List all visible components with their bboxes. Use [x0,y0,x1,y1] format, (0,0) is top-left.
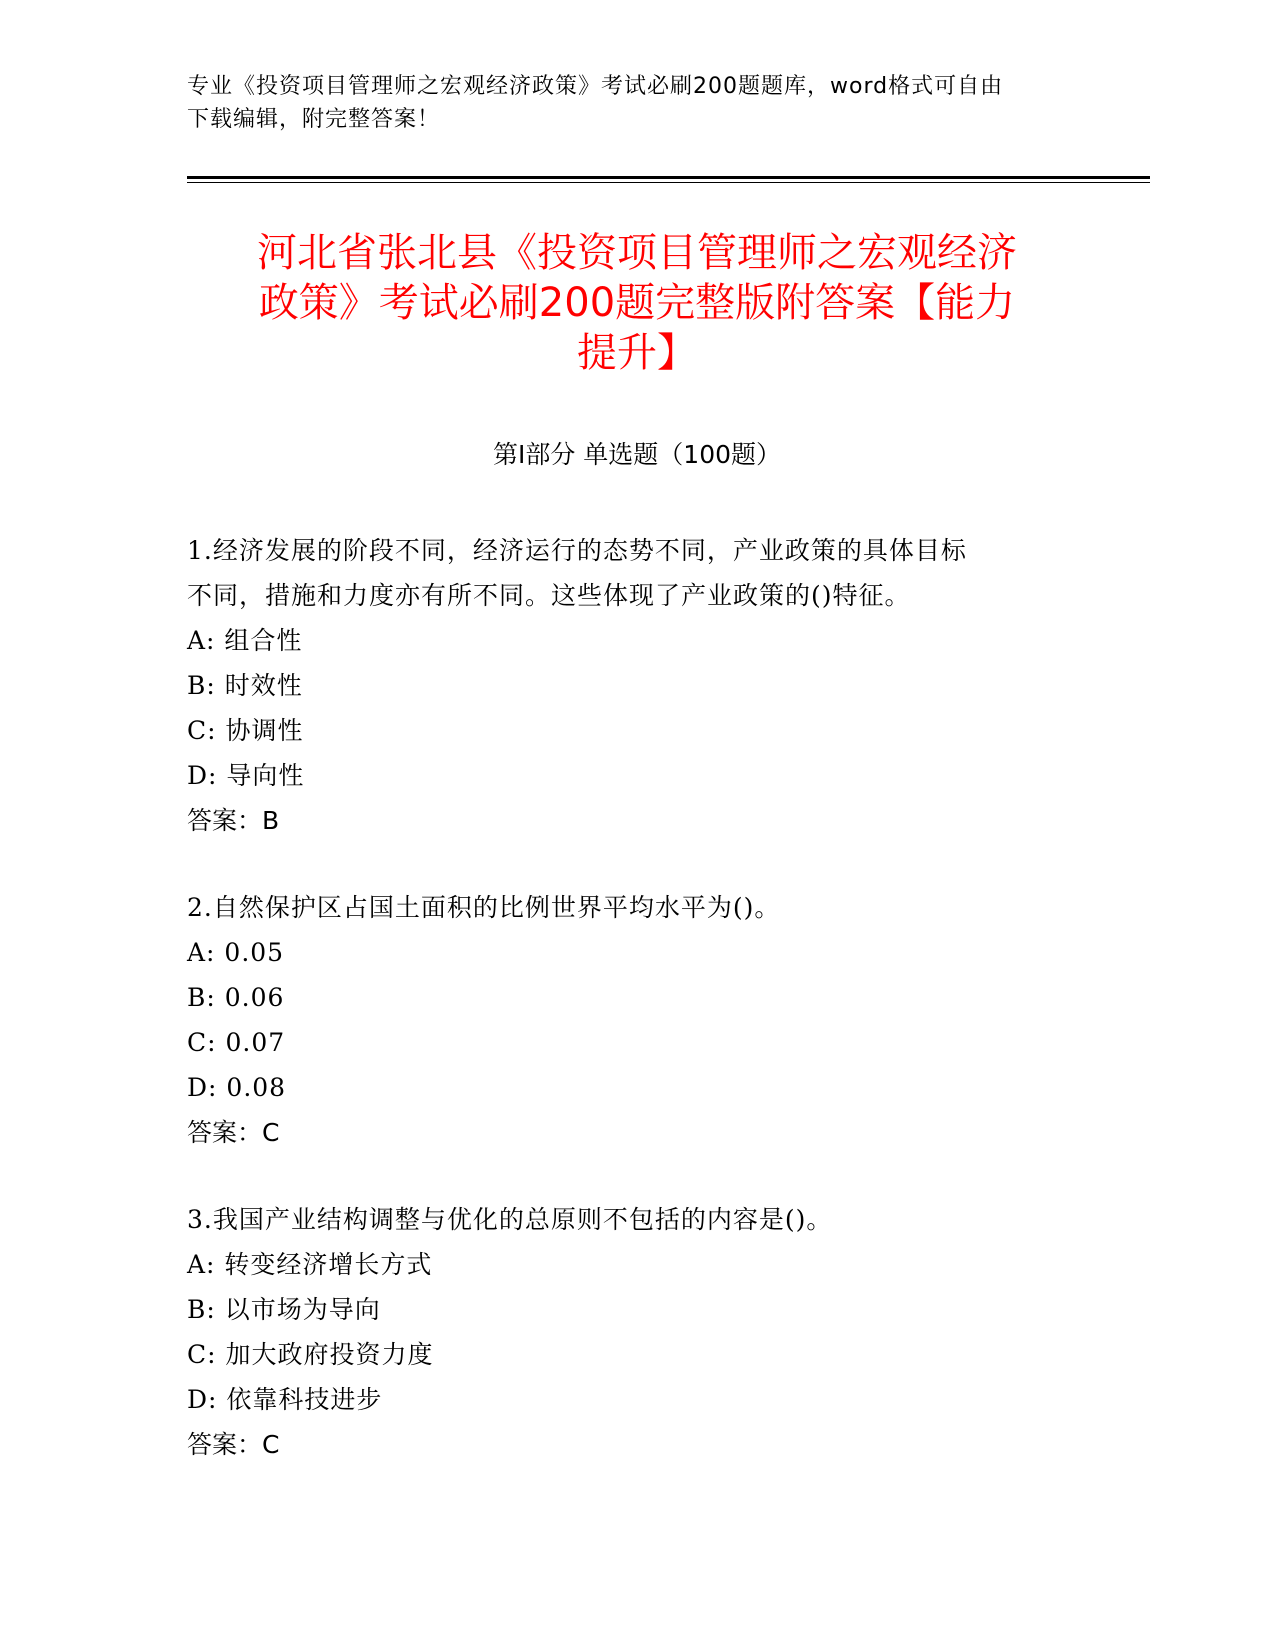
question-1-option-d: D: 导向性 [187,761,305,790]
question-1-text-line-1: 1.经济发展的阶段不同，经济运行的态势不同，产业政策的具体目标 [187,536,967,565]
question-2-option-c: C: 0.07 [187,1028,286,1057]
question-3-option-c: C: 加大政府投资力度 [187,1340,434,1369]
document-title [187,228,1087,378]
question-1-answer: 答案：B [187,806,280,835]
question-1-option-a: A: 组合性 [187,626,303,655]
question-2 [187,885,1087,1155]
question-list [187,528,1087,1509]
question-2-option-a: A: 0.05 [187,938,285,967]
question-3 [187,1197,1087,1467]
question-3-option-b: B: 以市场为导向 [187,1295,381,1324]
question-2-option-b: B: 0.06 [187,983,285,1012]
question-2-text-line-1: 2.自然保护区占国土面积的比例世界平均水平为()。 [187,893,781,922]
question-1-option-b: B: 时效性 [187,671,303,700]
question-3-option-d: D: 依靠科技进步 [187,1385,383,1414]
question-2-option-d: D: 0.08 [187,1073,287,1102]
question-1-option-c: C: 协调性 [187,716,304,745]
question-1 [187,528,1087,843]
header-divider-thin [187,182,1150,183]
header-line-1: 专业《投资项目管理师之宏观经济政策》考试必刷200题题库，word格式可自由 [187,74,1004,99]
question-2-answer: 答案：C [187,1118,280,1147]
title-line-3: 提升】 [577,330,697,376]
title-line-1: 河北省张北县《投资项目管理师之宏观经济 [257,230,1017,276]
question-3-answer: 答案：C [187,1430,280,1459]
header-line-2: 下载编辑，附完整答案！ [187,107,441,132]
header-divider-thick [187,176,1150,179]
question-3-option-a: A: 转变经济增长方式 [187,1250,433,1279]
title-line-2: 政策》考试必刷200题完整版附答案【能力 [258,280,1016,326]
question-3-text-line-1: 3.我国产业结构调整与优化的总原则不包括的内容是()。 [187,1205,833,1234]
question-1-text-line-2: 不同，措施和力度亦有所不同。这些体现了产业政策的()特征。 [187,581,911,610]
document-header [187,70,1087,136]
section-heading: 第Ⅰ部分 单选题（100题） [492,440,782,469]
